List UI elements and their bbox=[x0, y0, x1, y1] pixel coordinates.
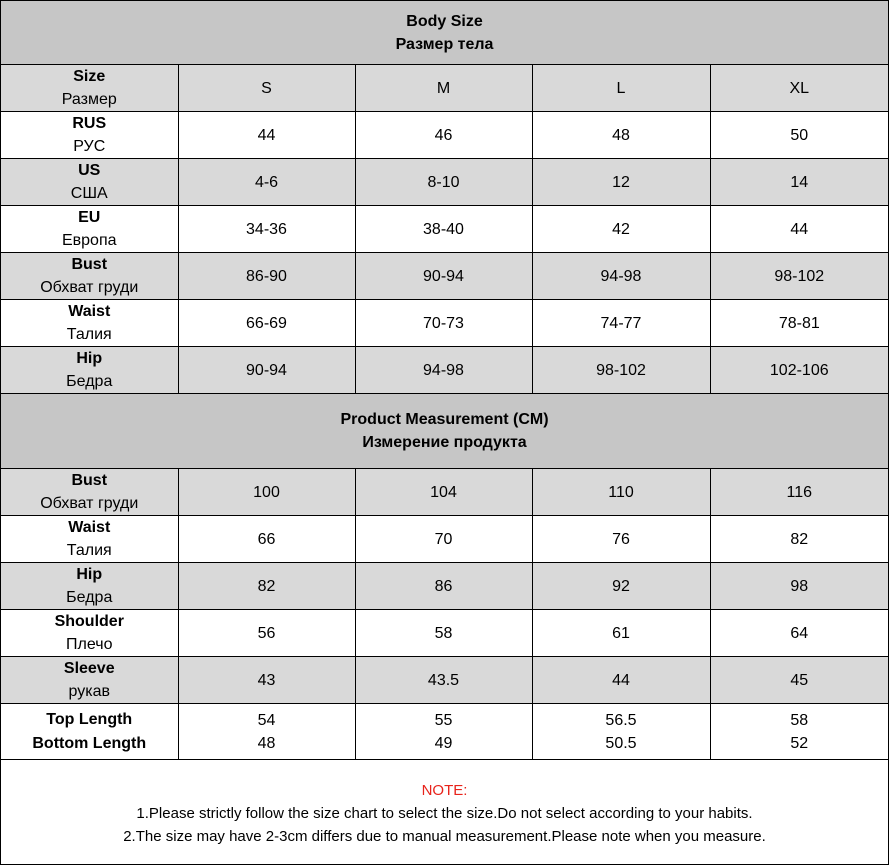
table-cell: 34-36 bbox=[178, 206, 355, 253]
bottom-length-label: Bottom Length bbox=[32, 734, 147, 752]
row-label bbox=[1, 253, 178, 300]
table-cell: 50 bbox=[710, 112, 888, 159]
table-cell bbox=[355, 704, 532, 760]
label-ru: Размер bbox=[61, 91, 117, 108]
table-row bbox=[1, 347, 888, 394]
table-row bbox=[1, 159, 888, 206]
label-ru: рукав bbox=[68, 683, 110, 700]
table-cell: 94-98 bbox=[532, 253, 710, 300]
top-length-value: 54 bbox=[257, 711, 276, 729]
note-line-2: 2.The size may have 2-3cm differs due to manual measurement.Please note when you measure. bbox=[123, 828, 766, 845]
column-header: S bbox=[178, 65, 355, 112]
table-cell: 42 bbox=[532, 206, 710, 253]
row-label bbox=[1, 112, 178, 159]
row-label bbox=[1, 563, 178, 610]
body-size-title-ru: Размер тела bbox=[395, 35, 494, 53]
table-cell: 78-81 bbox=[710, 300, 888, 347]
top-length-value: 55 bbox=[434, 711, 453, 729]
table-row bbox=[1, 253, 888, 300]
label-en: Shoulder bbox=[54, 613, 124, 630]
table-row bbox=[1, 657, 888, 704]
label-en: Hip bbox=[76, 350, 103, 367]
table-row bbox=[1, 610, 888, 657]
table-cell: 66-69 bbox=[178, 300, 355, 347]
row-label bbox=[1, 469, 178, 516]
label-ru: РУС bbox=[73, 138, 106, 155]
table-row bbox=[1, 563, 888, 610]
table-cell: 90-94 bbox=[355, 253, 532, 300]
table-cell: 86 bbox=[355, 563, 532, 610]
product-measurement-title bbox=[1, 394, 888, 469]
label-en: RUS bbox=[72, 115, 107, 132]
table-cell: 12 bbox=[532, 159, 710, 206]
length-row bbox=[1, 704, 888, 760]
table-cell: 58 bbox=[355, 610, 532, 657]
row-label bbox=[1, 704, 178, 760]
bottom-length-value: 50.5 bbox=[605, 734, 637, 752]
column-header: M bbox=[355, 65, 532, 112]
label-en: Bust bbox=[71, 256, 108, 273]
table-cell: 92 bbox=[532, 563, 710, 610]
label-en: Waist bbox=[68, 303, 111, 320]
table-cell bbox=[178, 704, 355, 760]
label-en: Waist bbox=[68, 519, 111, 536]
table-cell: 116 bbox=[710, 469, 888, 516]
label-ru: Обхват груди bbox=[40, 279, 139, 296]
table-cell: 86-90 bbox=[178, 253, 355, 300]
table-cell: 82 bbox=[710, 516, 888, 563]
table-cell: 76 bbox=[532, 516, 710, 563]
top-length-value: 58 bbox=[790, 711, 809, 729]
label-en: EU bbox=[78, 209, 101, 226]
table-cell: 104 bbox=[355, 469, 532, 516]
row-label bbox=[1, 657, 178, 704]
row-label bbox=[1, 610, 178, 657]
table-cell: 90-94 bbox=[178, 347, 355, 394]
table-cell: 45 bbox=[710, 657, 888, 704]
label-ru: Бедра bbox=[66, 373, 113, 390]
top-length-label: Top Length bbox=[46, 710, 133, 728]
table-cell: 61 bbox=[532, 610, 710, 657]
note-title: NOTE: bbox=[421, 782, 468, 799]
label-en: Hip bbox=[76, 566, 103, 583]
label-ru: Талия bbox=[66, 542, 112, 559]
table-cell: 110 bbox=[532, 469, 710, 516]
row-label bbox=[1, 347, 178, 394]
top-length-value: 56.5 bbox=[605, 711, 637, 729]
column-header: L bbox=[532, 65, 710, 112]
label-ru: Обхват груди bbox=[40, 495, 139, 512]
table-row bbox=[1, 469, 888, 516]
table-row bbox=[1, 300, 888, 347]
table-cell: 70-73 bbox=[355, 300, 532, 347]
table-cell: 102-106 bbox=[710, 347, 888, 394]
table-cell bbox=[532, 704, 710, 760]
column-header: XL bbox=[710, 65, 888, 112]
table-row bbox=[1, 516, 888, 563]
product-title-en: Product Measurement (CM) bbox=[340, 411, 549, 428]
table-row bbox=[1, 112, 888, 159]
label-ru: Талия bbox=[66, 326, 112, 343]
table-cell bbox=[710, 704, 888, 760]
product-measurement-header bbox=[1, 394, 888, 469]
table-cell: 98-102 bbox=[532, 347, 710, 394]
row-label bbox=[1, 159, 178, 206]
table-cell: 56 bbox=[178, 610, 355, 657]
note-section bbox=[1, 760, 888, 848]
table-cell: 100 bbox=[178, 469, 355, 516]
table-cell: 82 bbox=[178, 563, 355, 610]
table-cell: 43.5 bbox=[355, 657, 532, 704]
table-row bbox=[1, 206, 888, 253]
row-label bbox=[1, 300, 178, 347]
body-size-header bbox=[1, 1, 888, 65]
size-header-row bbox=[1, 65, 888, 112]
label-ru: США bbox=[70, 185, 108, 202]
note-line-1: 1.Please strictly follow the size chart to select the size.Do not select according to your habits. bbox=[136, 805, 753, 822]
label-en: Bust bbox=[71, 472, 108, 489]
bottom-length-value: 49 bbox=[434, 734, 453, 752]
label-ru: Европа bbox=[61, 232, 117, 249]
table-cell: 8-10 bbox=[355, 159, 532, 206]
table-cell: 38-40 bbox=[355, 206, 532, 253]
label-ru: Плечо bbox=[66, 636, 113, 653]
table-cell: 66 bbox=[178, 516, 355, 563]
bottom-length-value: 48 bbox=[257, 734, 276, 752]
label-en: Size bbox=[73, 68, 106, 85]
size-table bbox=[1, 1, 888, 760]
row-label bbox=[1, 206, 178, 253]
table-cell: 44 bbox=[532, 657, 710, 704]
product-title-ru: Измерение продукта bbox=[362, 434, 527, 451]
body-size-title-en: Body Size bbox=[406, 12, 483, 30]
row-label bbox=[1, 516, 178, 563]
table-cell: 48 bbox=[532, 112, 710, 159]
table-cell: 74-77 bbox=[532, 300, 710, 347]
table-cell: 98-102 bbox=[710, 253, 888, 300]
label-ru: Бедра bbox=[66, 589, 113, 606]
table-cell: 94-98 bbox=[355, 347, 532, 394]
table-cell: 44 bbox=[710, 206, 888, 253]
table-cell: 98 bbox=[710, 563, 888, 610]
bottom-length-value: 52 bbox=[790, 734, 809, 752]
table-cell: 70 bbox=[355, 516, 532, 563]
body-size-title bbox=[1, 1, 888, 65]
row-label bbox=[1, 65, 178, 112]
table-cell: 14 bbox=[710, 159, 888, 206]
table-cell: 64 bbox=[710, 610, 888, 657]
table-cell: 43 bbox=[178, 657, 355, 704]
label-en: Sleeve bbox=[63, 660, 115, 677]
table-cell: 44 bbox=[178, 112, 355, 159]
table-cell: 46 bbox=[355, 112, 532, 159]
table-cell: 4-6 bbox=[178, 159, 355, 206]
label-en: US bbox=[78, 162, 101, 179]
